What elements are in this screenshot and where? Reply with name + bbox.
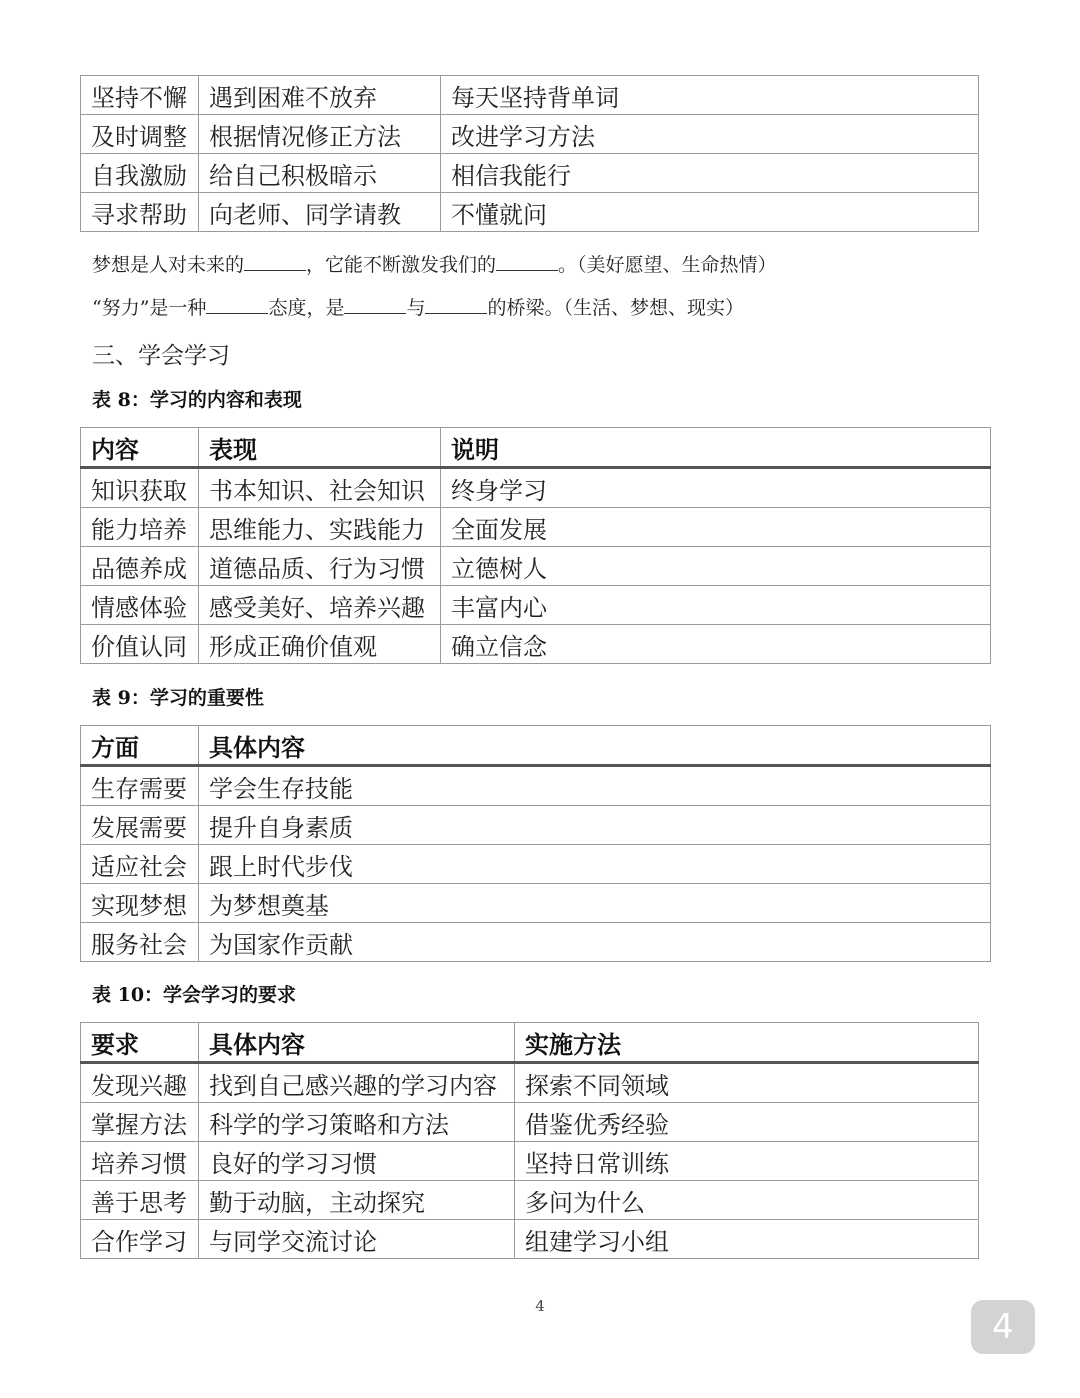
table-cell: 坚持不懈 [81,76,199,115]
table-cell: 向老师、同学请教 [199,193,441,232]
answer-blank [206,295,268,314]
table-row [81,508,991,547]
table-row [81,586,991,625]
table-row [81,547,991,586]
table-row [81,625,991,664]
table-header-row [81,1023,979,1063]
table-header-row [81,428,991,468]
table-cell: 给自己积极暗示 [199,154,441,193]
table-cell: 良好的学习习惯 [199,1142,515,1181]
answer-blank [344,295,406,314]
table-cell: 组建学习小组 [515,1220,979,1259]
table-cell: 生存需要 [81,766,199,806]
table-row [81,1063,979,1103]
sentence-text: 的桥梁。（生活、梦想、现实） [487,297,744,319]
table-cell: 相信我能行 [441,154,979,193]
fill-in-sentence-effort [92,293,744,320]
table-cell: 为梦想奠基 [199,884,991,923]
table-cell: 善于思考 [81,1181,199,1220]
table-row [81,1103,979,1142]
table-cell: 不懂就问 [441,193,979,232]
table-cell: 适应社会 [81,845,199,884]
column-header: 表现 [199,428,441,468]
table-cell: 能力培养 [81,508,199,547]
answer-blank [496,252,558,271]
table-10 [80,1022,979,1259]
table-header-row [81,726,991,766]
page-number-badge[interactable]: 4 [971,1300,1035,1354]
page-number: 4 [535,1297,545,1315]
table-cell: 丰富内心 [441,586,991,625]
column-header: 具体内容 [199,1023,515,1063]
sentence-text: 态度，是 [268,297,345,319]
column-header: 方面 [81,726,199,766]
table-row [81,766,991,806]
table-row [81,1142,979,1181]
table-cell: 发现兴趣 [81,1063,199,1103]
table-row [81,806,991,845]
sentence-text: 梦想是人对未来的 [92,254,245,276]
answer-blank [244,252,306,271]
sentence-text: 与 [406,297,426,319]
table-row [81,884,991,923]
table-cell: 情感体验 [81,586,199,625]
table-cell: 找到自己感兴趣的学习内容 [199,1063,515,1103]
table-cell: 及时调整 [81,115,199,154]
table-top [80,75,979,232]
table-cell: 价值认同 [81,625,199,664]
table-cell: 立德树人 [441,547,991,586]
table-cell: 为国家作贡献 [199,923,991,962]
table-cell: 感受美好、培养兴趣 [199,586,441,625]
table-cell: 终身学习 [441,468,991,508]
table-caption: 表 9：学习的重要性 [92,687,264,709]
column-header: 内容 [81,428,199,468]
sentence-text: ，它能不断激发我们的 [306,254,497,276]
table-cell: 每天坚持背单词 [441,76,979,115]
table-cell: 服务社会 [81,923,199,962]
column-header: 说明 [441,428,991,468]
table-cell: 探索不同领域 [515,1063,979,1103]
table-row [81,1220,979,1259]
table-cell: 科学的学习策略和方法 [199,1103,515,1142]
table-cell: 发展需要 [81,806,199,845]
table-cell: 寻求帮助 [81,193,199,232]
table-cell: 形成正确价值观 [199,625,441,664]
table-cell: 道德品质、行为习惯 [199,547,441,586]
table-row [81,115,979,154]
table-cell: 学会生存技能 [199,766,991,806]
column-header: 具体内容 [199,726,991,766]
table-cell: 勤于动脑，主动探究 [199,1181,515,1220]
table-cell: 知识获取 [81,468,199,508]
table-cell: 坚持日常训练 [515,1142,979,1181]
table-cell: 合作学习 [81,1220,199,1259]
table-row [81,76,979,115]
table-cell: 提升自身素质 [199,806,991,845]
table-cell: 培养习惯 [81,1142,199,1181]
table-9 [80,725,991,962]
table-row [81,468,991,508]
column-header: 实施方法 [515,1023,979,1063]
table-cell: 全面发展 [441,508,991,547]
table-cell: 借鉴优秀经验 [515,1103,979,1142]
fill-in-sentence-dream [92,250,777,277]
table-row [81,1181,979,1220]
table-cell: 品德养成 [81,547,199,586]
table-cell: 根据情况修正方法 [199,115,441,154]
sentence-text: 。（美好愿望、生命热情） [558,254,777,276]
table-cell: 确立信念 [441,625,991,664]
table-caption: 表 8：学习的内容和表现 [92,389,302,411]
table-cell: 自我激励 [81,154,199,193]
table-cell: 实现梦想 [81,884,199,923]
column-header: 要求 [81,1023,199,1063]
table-cell: 思维能力、实践能力 [199,508,441,547]
sentence-text: “努力”是一种 [92,297,207,319]
table-cell: 跟上时代步伐 [199,845,991,884]
table-caption: 表 10：学会学习的要求 [92,984,297,1006]
table-cell: 书本知识、社会知识 [199,468,441,508]
table-8 [80,427,991,664]
table-row [81,193,979,232]
section-heading: 三、学会学习 [92,343,230,369]
table-row [81,154,979,193]
table-cell: 遇到困难不放弃 [199,76,441,115]
table-row [81,845,991,884]
table-cell: 改进学习方法 [441,115,979,154]
table-row [81,923,991,962]
table-cell: 掌握方法 [81,1103,199,1142]
table-cell: 多问为什么 [515,1181,979,1220]
answer-blank [425,295,487,314]
table-cell: 与同学交流讨论 [199,1220,515,1259]
